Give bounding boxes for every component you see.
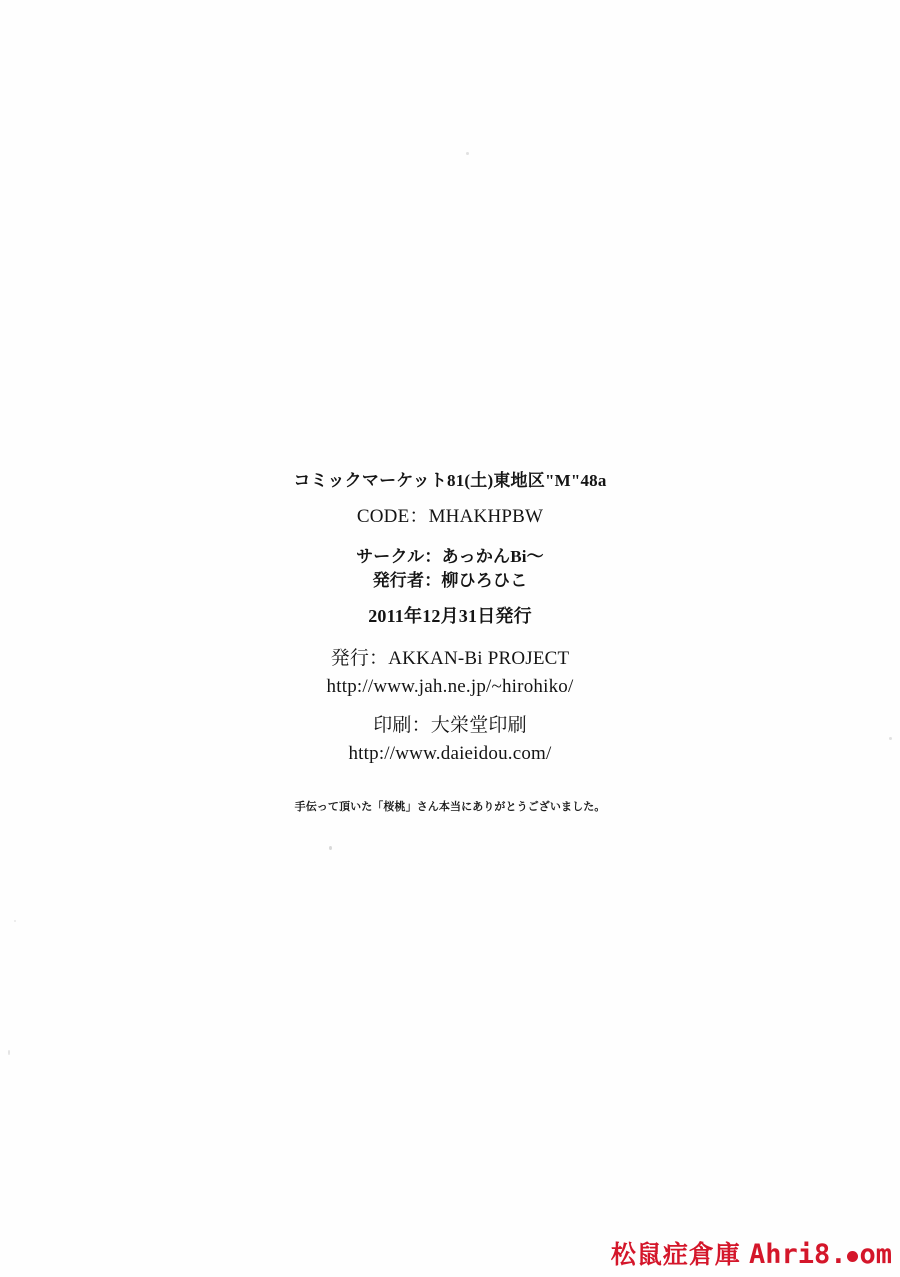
- event-line: コミックマーケット81(土)東地区"M"48a: [293, 471, 607, 490]
- printer-line: 印刷：大栄堂印刷: [373, 715, 527, 737]
- watermark-dot-icon: [847, 1251, 858, 1262]
- publisher-url: http://www.jah.ne.jp/~hirohiko/: [326, 675, 574, 697]
- code-line: CODE：MHAKHPBW: [356, 505, 544, 527]
- watermark-en-left: Ahri8.: [748, 1239, 847, 1270]
- watermark-en-text: [749, 1239, 892, 1270]
- watermark: [611, 1235, 892, 1271]
- watermark-en-right: om: [859, 1239, 892, 1270]
- printer-url: http://www.daieidou.com/: [348, 742, 552, 764]
- scan-speck: [14, 920, 16, 922]
- thanks-note: 手伝って頂いた「桜桃」さん本当にありがとうございました。: [294, 801, 606, 813]
- author-line: 発行者：柳ひろひこ: [372, 571, 528, 591]
- publisher-line: 発行：AKKAN-Bi PROJECT: [330, 648, 570, 670]
- watermark-cn-text: 松鼠症倉庫: [610, 1240, 741, 1269]
- publication-date: 2011年12月31日発行: [368, 605, 532, 626]
- scan-speck: [466, 152, 469, 155]
- scan-speck: [329, 846, 332, 850]
- circle-line: サークル：あっかんBi～: [356, 546, 544, 566]
- scan-speck: [8, 1050, 10, 1055]
- colophon-block: [0, 470, 900, 767]
